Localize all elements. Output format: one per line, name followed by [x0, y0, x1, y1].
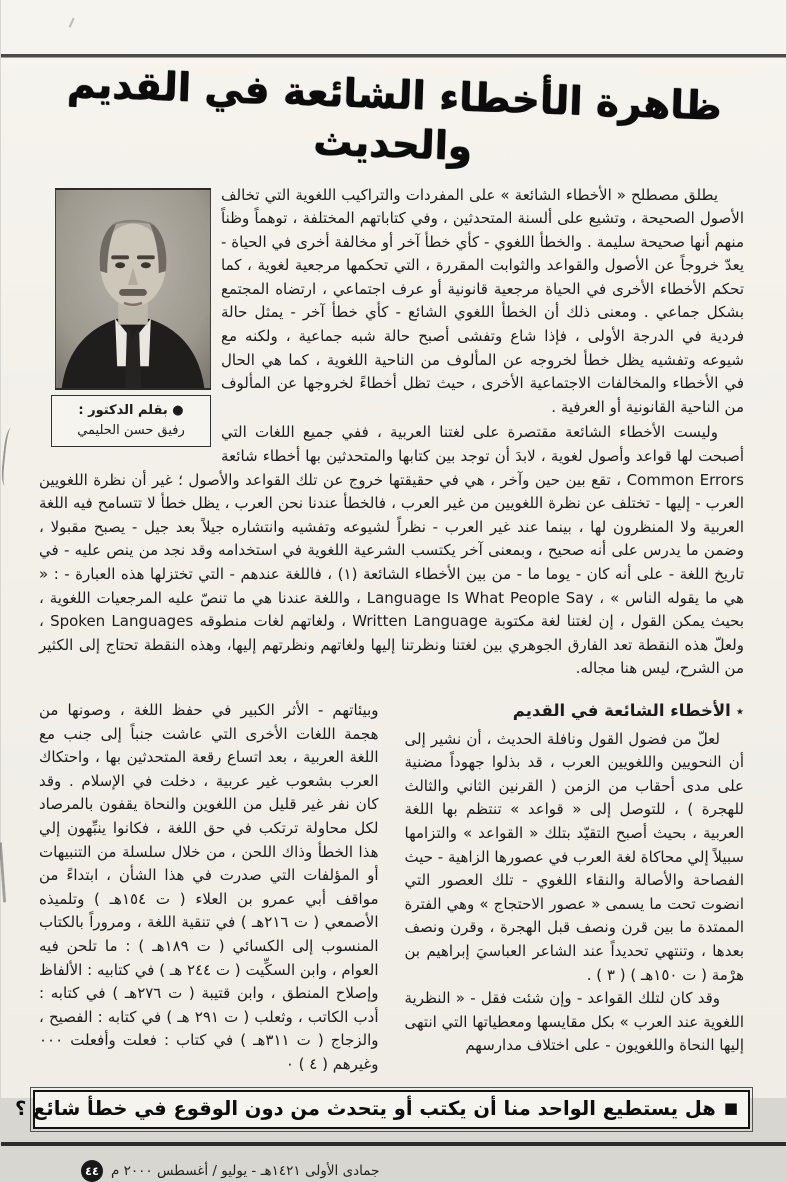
page-footer: [1, 1160, 786, 1182]
column-left: [39, 699, 379, 1077]
top-divider-rule: [1, 54, 786, 58]
intro-section: [1, 170, 786, 681]
section-heading-text: الأخطاء الشائعة في القديم: [512, 700, 731, 720]
right-column-paragraph-1: لعلّ من فضول القول ونافلة الحديث ، أن نشير إلى أن النحويين واللغويين العرب ، قد بذلوا جهوداً مضنية على مدى أحقاب من الزمن ( القرنين الثاني والثالث للهجرة ) ، للتوصل إلى « قواعد » تنتظم بها اللغة العربية ، بحيث أصبح التقيّد بتلك « القواعد » والتزامها سبيلاً إلي محاكاة لغة العرب في عصورها الزاهية - حيث الفصاحة والأصالة والنقاء اللغوي - تلك العصور التي انضوت تحت ما يسمى « عصور الاحتجاج » وهي الفترة الممتدة ما بين قرن ونصف قبل الهجرة ، وقرن ونصف بعدها ، وتنتهي تحديداً عند الشاعر العباسيَ إبراهيم بن هرْمة ( ت ١٥٠هـ ) ( ٣ ) .: [404, 729, 744, 984]
question-box: [15, 1090, 750, 1129]
bullet-dot-icon: ●: [172, 402, 184, 418]
author-photo-block: [51, 188, 211, 447]
two-column-section: [1, 683, 786, 1077]
star-icon: ٭: [735, 701, 744, 720]
author-portrait-illustration: [57, 190, 209, 388]
issue-date: جمادى الأولى ١٤٢١هـ - يوليو / أغسطس ٢٠٠٠ م: [111, 1163, 380, 1180]
question-text: هل يستطيع الواحد منا أن يكتب أو يتحدث من دون الوقوع في خطأ شائع ؟: [15, 1097, 716, 1121]
right-column-paragraph-2: وقد كان لتلك القواعد - وإن شئت فقل - « النظرية اللغوية عند العرب » بكل مقايسها ومعطياتها التي انتهى إليها النحاة واللغويون - على اختلاف مدارسهم: [404, 989, 744, 1055]
title-block: [1, 0, 786, 170]
author-name: رفيق حسن الحليمي: [77, 422, 185, 438]
magazine-page: [1, 0, 786, 1180]
article-title: ظاهرة الأخطاء الشائعة في القديم والحديث: [66, 61, 723, 170]
intro-paragraph-1: يطلق مصطلح « الأخطاء الشائعة » على المفردات والتراكيب اللغوية التي تخالف الأصول الصحيحة ، وتشيع على ألسنة المتحدثين ، وفي كتاباتهم المختلفة ، توهماً وظناً منهم أنها صحيحة سليمة . والخطأ اللغوي - كأي خطأ آخر أو مخالفة أخرى في الحياة - يعدّ خروجاً عن الأصول والقواعد والثوابت المقررة ، التي تحكمها مرجعية لغوية ، كما تحكم الأخطاء الأخرى في الحياة مرجعية قانونية أو عرف اجتماعي ، ارتضاه المجتمع بشكل جماعي . ومعنى ذلك أن الخطأ اللغوي الشائع - كأي خطأ آخر - يمثل حالة فردية في الدرجة الأولى ، فإذا شاع وتفشى أصبح حالة شبه جماعية ، ولكنه مع شيوعه وتفشيه يظل خطأ لخروجه عن المألوف من الناحية اللغوية ، كما هي الحال في الأخطاء والمخالفات الاجتماعية الأخرى ، حيث تظل أخطاءً لخروجها عن المألوف من الناحية القانونية أو العرفية .: [221, 185, 744, 416]
column-right: [405, 699, 745, 1077]
byline-label: بقلم الدكتور :: [78, 402, 168, 418]
author-photo: [55, 188, 211, 390]
page-number-badge: ٤٤: [81, 1160, 103, 1182]
author-caption-box: [51, 395, 211, 447]
byline-line: [54, 401, 208, 421]
square-bullet-icon: ■: [723, 1099, 738, 1118]
footer-divider-rule: [1, 1142, 786, 1146]
left-column-paragraph-1: وبيئاتهم - الأثر الكبير في حفظ اللغة ، وصونها من هجمة اللغات الأخرى التي عاشت جنباً إلى جنب مع اللغة العربية ، بعد اتساع رقعة المتحدثين بها ، واحتكاك العرب بشعوب غير عربية ، دخلت في الإسلام . وقد كان نفر غير قليل من اللغوين والنحاة يقفون بالمرصاد لكل محاولة ترتكب في حق اللغة ، فكانوا ينبِّهون إلي هذا الخطأ وذاك اللحن ، من خلال سلسلة من التنبيهات أو المؤلفات التي صدرت في هذا الشأن ، ابتداءً من مواقف أبي عمرو بن العلاء ( ت ١٥٤هـ ) وتلميذه الأصمعي ( ت ٢١٦هـ ) في تنقية اللغة ، ومروراً بالكتاب المنسوب إلى الكسائي ( ت ١٨٩هـ ) : ما تلحن فيه العوام ، وابن السكِّيت ( ت ٢٤٤ هـ ) في كتابيه : الألفاظ وإصلاح المنطق ، وابن قتيبة ( ت ٢٧٦هـ ) في كتابه : أدب الكاتب ، وثعلب ( ت ٢٩١ هـ ) في كتابه : الفصيح ، والزجاج ( ت ٣١١هـ ) في كتاب : فعلت وأفعلت ٠٠٠ وغيرهم ( ٤ ) ٠: [39, 700, 379, 1073]
section-heading: [405, 699, 745, 724]
intro-paragraph-2: وليست الأخطاء الشائعة مقتصرة على لغتنا العربية ، ففي جميع اللغات التي أصبحت لها قواعد وأصول لغوية ، لابدَ أن توجد بين كتابها والمتحدثين بها أخطاء شائعة Common Errors ، تقع بين حين وآخر ، هي في حقيقتها خروج عن تلك القواعد والأصول ؛ غير أن نظرة اللغويين العرب - إليها - تختلف عن نظرة اللغويين من غير العرب ، فالخطأ عندنا نحن العرب ، يظل خطأ لا تتسامح فيه اللغة العربية ولا المنظرون لها ، بينما عند غير العرب - نظراً لشيوعه وتفشيه وانتشاره جيلاً بعد جيل - يصبح مقبولا ، وضمن ما يدرس على أنه صحيح ، وبمعنى آخر يكتسب الشرعية اللغوية في استخدامه وقد نجد من ينص عليه - في تاريخ اللغة - على أنه كان - يوما ما - من بين الأخطاء الشائعة (١) ، فاللغة عندهم - التي تختزلها هذه العبارة - : « هي ما يقوله الناس » ، Language Is What People Say ، واللغة عندنا هي ما تنصّ عليه المرجعيات اللغوية ، بحيث يمكن القول ، إن لغتنا لغة مكتوبة Written Language ، ولغاتهم لغات منطوقه Spoken Languages ، ولعلّ هذه النقطة تعد الفارق الجوهري بين لغتنا ونظرتنا إليها ولغاتهم ونظرتهم إليها، وهذه النقطة تحتاج إلى الكثير من الشرح، ليس هنا مجاله.: [39, 423, 745, 678]
